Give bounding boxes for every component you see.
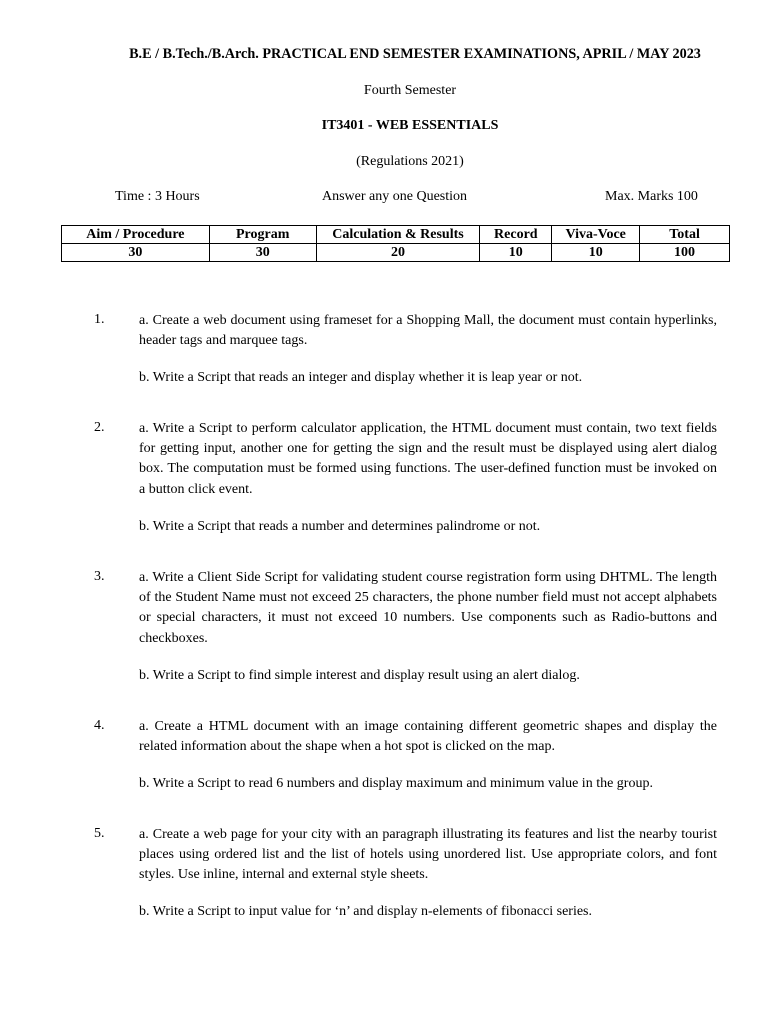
question-part-b: b. Write a Script that reads an integer and display whether it is leap year or not. — [139, 370, 583, 385]
marks-value-cell: 100 — [640, 244, 730, 262]
marks-table-header-row — [62, 226, 730, 244]
marks-header-cell: Viva-Voce — [552, 226, 640, 244]
marks-allocation-table — [61, 225, 730, 262]
exam-meta-row — [0, 189, 768, 209]
marks-value-cell: 10 — [552, 244, 640, 262]
course-title: IT3401 - WEB ESSENTIALS — [321, 118, 499, 133]
question-part-b: b. Write a Script to read 6 numbers and display maximum and minimum value in the group. — [139, 776, 653, 791]
question-part-a: a. Create a HTML document with an image containing different geometric shapes and display the related information about the shape when a hot spot is clicked on the map. — [139, 719, 717, 755]
marks-header-cell: Calculation & Results — [316, 226, 480, 244]
marks-value-cell: 20 — [316, 244, 480, 262]
question-number: 3. — [94, 569, 105, 584]
marks-header-cell: Program — [209, 226, 316, 244]
exam-duration: Time : 3 Hours — [115, 189, 200, 204]
question-number: 4. — [94, 718, 105, 733]
question-part-a: a. Write a Script to perform calculator application, the HTML document must contain, two text fields for getting input, another one for getting the sign and the result must be displayed using alert dialog box. The computation must be formed using functions. The user-defined function must be invoked on a button click event. — [139, 421, 717, 497]
question-number: 5. — [94, 826, 105, 841]
question-part-a: a. Write a Client Side Script for validating student course registration form using DHTML. The length of the Student Name must not exceed 25 characters, the phone number field must not accept alphabets or special characters, it must not exceed 10 numbers. Use components such as Radio-buttons and checkboxes. — [139, 570, 717, 646]
regulations-label: (Regulations 2021) — [356, 154, 464, 169]
max-marks: Max. Marks 100 — [605, 189, 698, 204]
marks-value-cell: 10 — [480, 244, 552, 262]
marks-header-cell: Total — [640, 226, 730, 244]
exam-instruction: Answer any one Question — [322, 189, 468, 204]
marks-table-value-row — [62, 244, 730, 262]
question-number: 2. — [94, 420, 105, 435]
marks-value-cell: 30 — [209, 244, 316, 262]
marks-header-cell: Record — [480, 226, 552, 244]
marks-value-cell: 30 — [62, 244, 210, 262]
semester-label: Fourth Semester — [363, 83, 457, 98]
question-part-b: b. Write a Script to find simple interest and display result using an alert dialog. — [139, 668, 580, 683]
exam-title: B.E / B.Tech./B.Arch. PRACTICAL END SEMESTER EXAMINATIONS, APRIL / MAY 2023 — [129, 46, 701, 62]
marks-header-cell: Aim / Procedure — [62, 226, 210, 244]
question-part-a: a. Create a web document using frameset for a Shopping Mall, the document must contain hyperlinks, header tags and marquee tags. — [139, 313, 717, 349]
question-part-b: b. Write a Script to input value for ‘n’ and display n-elements of fibonacci series. — [139, 904, 593, 919]
question-part-b: b. Write a Script that reads a number and determines palindrome or not. — [139, 519, 541, 534]
question-number: 1. — [94, 312, 105, 327]
question-part-a: a. Create a web page for your city with an paragraph illustrating its features and list the nearby tourist places using ordered list and the list of hotels using unordered list. Use appropriate colors, and font styles. Use inline, internal and external style sheets. — [139, 827, 717, 883]
